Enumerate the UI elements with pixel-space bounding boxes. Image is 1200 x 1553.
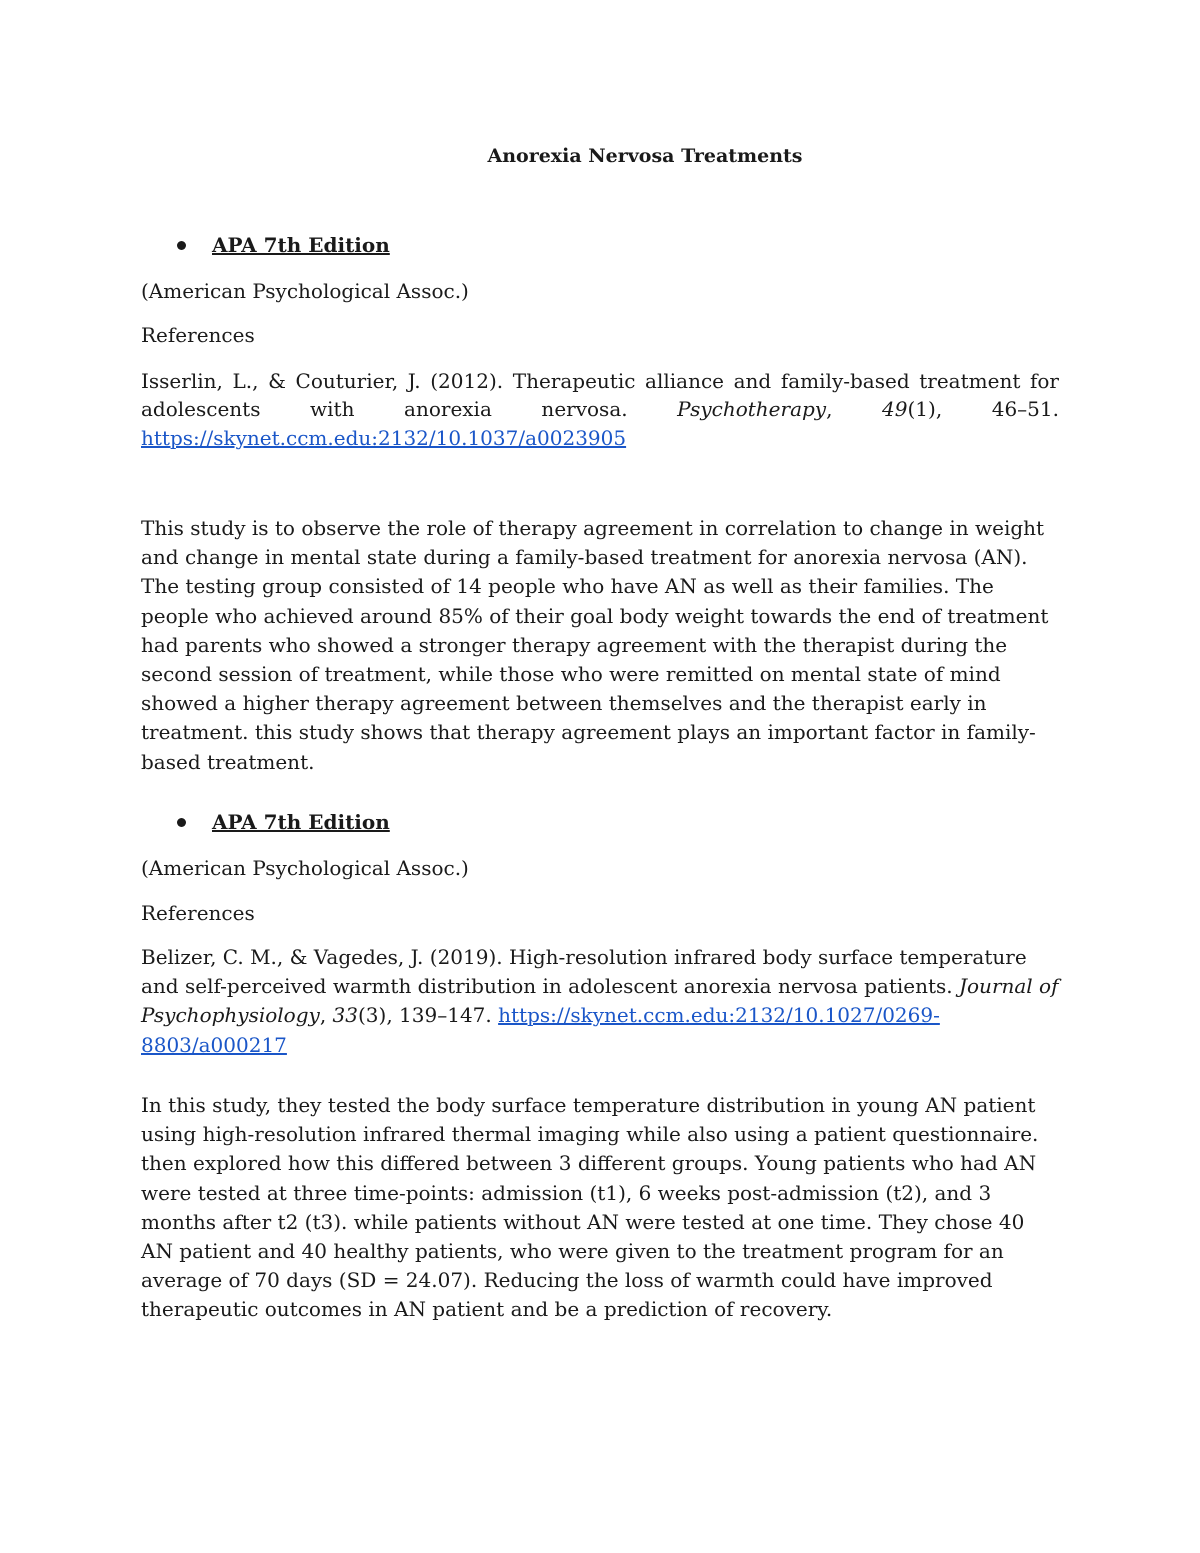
entry-2-heading <box>141 808 390 836</box>
entry-1-citation-line1: Isserlin, L., & Couturier, J. (2012). Therapeutic alliance and family-based treatment for <box>141 369 1059 393</box>
entry-2-sep: , <box>319 1003 333 1028</box>
entry-2-citation <box>141 943 1059 1060</box>
entry-2-volume: 33 <box>332 1003 358 1028</box>
entry-1-citation-line2 <box>141 395 1059 423</box>
entry-1-heading <box>141 231 390 259</box>
entry-1-heading-text: APA 7th Edition <box>212 233 390 257</box>
entry-2-issue-pages: (3), 139–147. <box>358 1003 499 1028</box>
entry-2-heading-text: APA 7th Edition <box>212 810 390 834</box>
entry-1-references-label: References <box>141 323 255 347</box>
entry-2-subheading: (American Psychological Assoc.) <box>141 856 469 880</box>
entry-1-issue-pages: (1), 46–51. <box>907 397 1059 421</box>
entry-2-summary: In this study, they tested the body surface temperature distribution in young AN patient using high-resolution infrared thermal imaging while also using a patient questionnaire. then explored how this differed between 3 different groups. Young patients who had AN were tested at three time-points: admission (t1), 6 weeks post-admission (t2), and 3 months after t2 (t3). while patients without AN were tested at one time. They chose 40 AN patient and 40 healthy patients, who were given to the treatment program for an average of 70 days (SD = 24.07). Reducing the loss of warmth could have improved therapeutic outcomes in AN patient and be a prediction of recovery. <box>141 1093 1039 1322</box>
bullet-icon <box>177 241 186 250</box>
entry-1-sep: , <box>826 397 883 421</box>
entry-1-doi-link[interactable]: https://skynet.ccm.edu:2132/10.1037/a0023905 <box>141 426 627 450</box>
entry-1-url-line <box>141 424 626 452</box>
bullet-icon <box>177 818 186 827</box>
entry-1-volume: 49 <box>882 397 908 421</box>
entry-1-citation-text: adolescents with anorexia nervosa. <box>141 397 678 421</box>
entry-2-references-label: References <box>141 901 255 925</box>
entry-2-doi-link[interactable]: https://skynet.ccm.edu:2132/10.1027/0269-8803/a000217 <box>141 1003 940 1057</box>
document-title: Anorexia Nervosa Treatments <box>487 145 803 167</box>
entry-1-subheading: (American Psychological Assoc.) <box>141 279 469 303</box>
entry-1-summary: This study is to observe the role of therapy agreement in correlation to change in weight and change in mental state during a family-based treatment for anorexia nervosa (AN). The testing group consisted of 14 people who have AN as well as their families. The people who achieved around 85% of their goal body weight towards the end of treatment had parents who showed a stronger therapy agreement with the therapist during the second session of treatment, while those who were remitted on mental state of mind showed a higher therapy agreement between themselves and the therapist early in treatment. this study shows that therapy agreement plays an important factor in family-based treatment. <box>141 516 1049 774</box>
entry-2-journal: Journal of Psychophysiology <box>141 974 1059 1028</box>
entry-2-citation-text: Belizer, C. M., & Vagedes, J. (2019). High-resolution infrared body surface temperature and self-perceived warmth distribution in adolescent anorexia nervosa patients. <box>141 945 1027 999</box>
entry-1-journal: Psychotherapy <box>677 397 827 421</box>
